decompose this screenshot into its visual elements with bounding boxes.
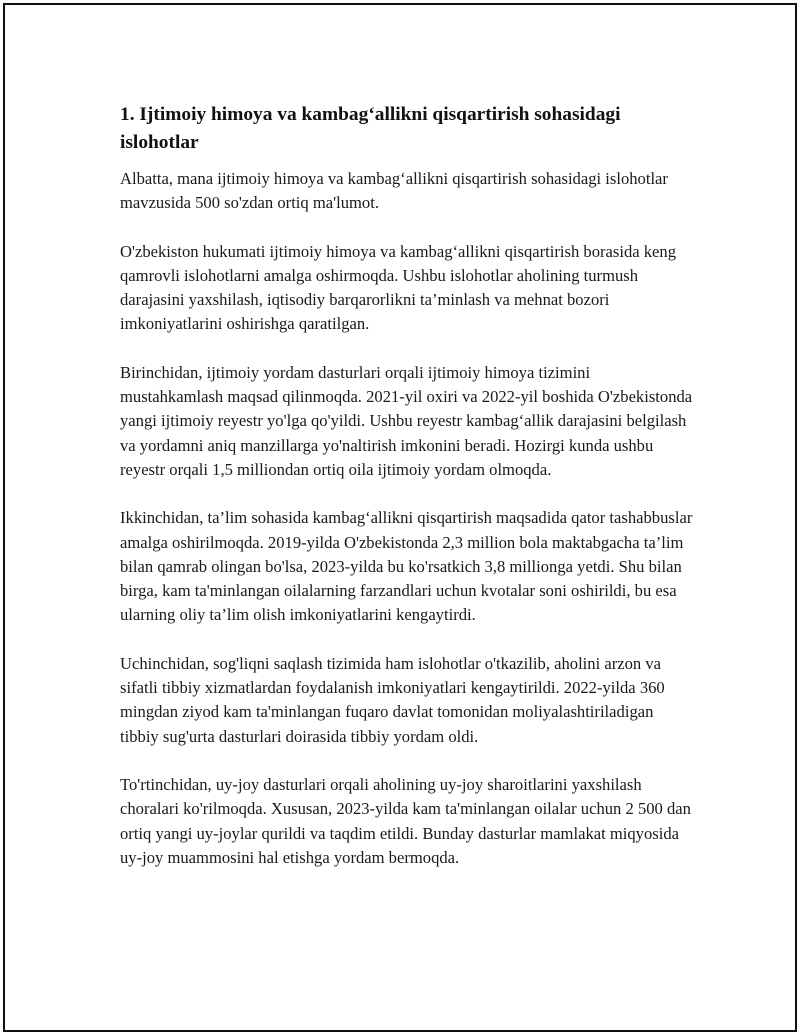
page-frame: [3, 3, 797, 1032]
document-body: [120, 101, 695, 894]
paragraph-second: Ikkinchidan, ta’lim sohasida kambag‘allikni qisqartirish maqsadida qator tashabbuslar amalga oshirilmoqda. 2019-yilda O'zbekistonda 2,3 million bola maktabgacha ta’lim bilan qamrab olingan bo'lsa, 2023-yilda bu ko'rsatkich 3,8 millionga yetdi. Shu bilan birga, kam ta'minlangan oilalarning farzandlari uchun kvotalar soni oshirildi, bu esa ularning oliy ta’lim olish imkoniyatlarini kengaytirdi.: [120, 508, 693, 625]
paragraph-first: Birinchidan, ijtimoiy yordam dasturlari orqali ijtimoiy himoya tizimini mustahkamlash maqsad qilinmoqda. 2021-yil oxiri va 2022-yil boshida O'zbekistonda yangi ijtimoiy reyestr yo'lga qo'yildi. Ushbu reyestr kambag‘allik darajasini belgilash va yordamni aniq manzillarga yo'naltirish imkonini beradi. Hozirgi kunda ushbu reyestr orqali 1,5 milliondan ortiq oila ijtimoiy yordam olmoqda.: [120, 362, 693, 479]
paragraph-intro: Albatta, mana ijtimoiy himoya va kambag‘allikni qisqartirish sohasidagi islohotlar mavzusida 500 so'zdan ortiq ma'lumot.: [120, 169, 668, 213]
paragraph-third: Uchinchidan, sog'liqni saqlash tizimida ham islohotlar o'tkazilib, aholini arzon va sifatli tibbiy xizmatlardan foydalanish imkoniyatlari kengaytirildi. 2022-yilda 360 mingdan ziyod kam ta'minlangan fuqaro davlat tomonidan moliyalashtiriladigan tibbiy sug'urta dasturlari doirasida tibbiy yordam oldi.: [120, 653, 665, 746]
paragraph-fourth: To'rtinchidan, uy-joy dasturlari orqali aholining uy-joy sharoitlarini yaxshilash choralari ko'rilmoqda. Xususan, 2023-yilda kam ta'minlangan oilalar uchun 2 500 dan ortiq yangi uy-joylar qurildi va taqdim etildi. Bunday dasturlar mamlakat miqyosida uy-joy muammosini hal etishga yordam bermoqda.: [120, 774, 691, 867]
paragraph-overview: O'zbekiston hukumati ijtimoiy himoya va kambag‘allikni qisqartirish borasida keng qamrovli islohotlarni amalga oshirmoqda. Ushbu islohotlar aholining turmush darajasini yaxshilash, iqtisodiy barqarorlikni ta’minlash va mehnat bozori imkoniyatlarini oshirishga qaratilgan.: [120, 241, 677, 334]
document-title: 1. Ijtimoiy himoya va kambag‘allikni qisqartirish sohasidagi islohotlar: [120, 104, 621, 153]
